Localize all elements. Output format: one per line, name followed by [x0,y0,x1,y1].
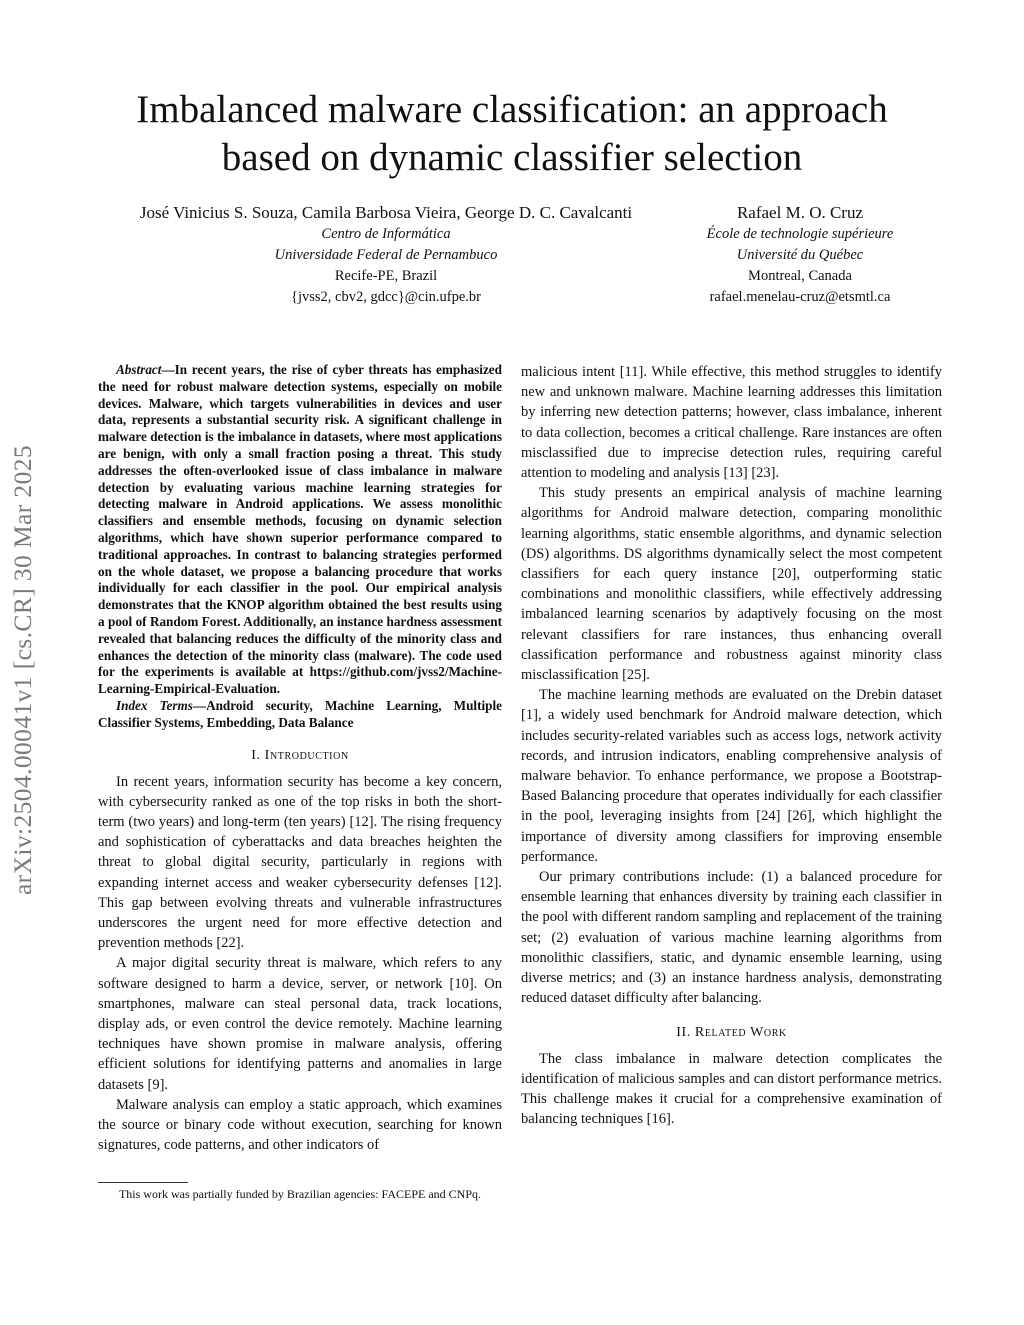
author-block-left [100,202,672,308]
left-column [98,362,502,1155]
arxiv-identifier: arXiv:2504.00041v1 [cs.CR] 30 Mar 2025 [8,444,37,896]
index-terms-text: —Android security, Machine Learning, Multiple Classifier Systems, Embedding, Data Balance [98,697,502,730]
index-terms-lead: Index Terms [116,697,193,713]
paragraph: The machine learning methods are evaluated on the Drebin dataset [1], a widely used benchmark for Android malware detection, which includes security-related variables such as access logs, network activity records, and intrusion indicators, enabling comprehensive analysis of malware behavior. To enhance performance, we propose a Bootstrap-Based Balancing procedure that operates individually for each classifier in the pool, leveraging insights from [24] [26], which highlight the importance of diversity among classifiers for improving ensemble performance. [521,687,942,865]
paper-title [80,86,944,182]
paragraph: Malware analysis can employ a static approach, which examines the source or binary code without execution, searching for known signatures, code patterns, and other indicators of [98,1096,502,1154]
footnote: This work was partially funded by Brazilian agencies: FACEPE and CNPq. [118,1187,482,1201]
paragraph: In recent years, information security has become a key concern, with cybersecurity ranked as one of the top risks in both the short-term (two years) and long-term (ten years) [12]. The rising frequency and sophistication of cyberattacks and data breaches heighten the threat to global digital security, particularly in regions with expanding internet access and weaker cybersecurity defenses [12]. This gap between evolving threats and vulnerable infrastructures underscores the urgent need for more effective detection and prevention methods [22]. [98,773,502,952]
right-column [521,362,942,1129]
author-university: Universidade Federal de Pernambuco [274,247,498,263]
section-heading-related-work: II. Related Work [676,1024,787,1040]
author-department: Centro de Informática [321,226,451,242]
paragraph: Our primary contributions include: (1) a balanced procedure for ensemble learning that enhances diversity by training each classifier in the pool with different random sampling and replacement of the training set; (2) evaluation of various machine learning algorithms from monolithic classifiers, static, and dynamic ensemble learning, using diverse metrics; and (3) an instance hardness analysis, demonstrating reduced dataset difficulty after balancing. [521,869,942,1007]
author-block-right [682,202,918,308]
author-university: Université du Québec [736,247,864,263]
abstract-lead: Abstract [116,362,162,377]
author-city: Recife-PE, Brazil [334,268,438,284]
section-heading-introduction: I. Introduction [251,747,349,763]
author-email: {jvss2, cbv2, gdcc}@cin.ufpe.br [291,289,481,305]
index-terms [98,698,502,732]
author-city: Montreal, Canada [748,268,852,284]
paragraph: malicious intent [11]. While effective, this method struggles to identify new and unknown malware. Machine learning addresses this limitation by inferring new detection patterns; however, class imbalance, inherent to data collection, becomes a critical challenge. Rare instances are often misclassified due to imprecise detection rules, requiring careful attention to modeling and analysis [13] [23]. [521,364,942,482]
author-names: Rafael M. O. Cruz [736,203,864,222]
title-line-1: Imbalanced malware classification: an approach [136,88,888,131]
paragraph: This study presents an empirical analysis of machine learning algorithms for Android malware detection, comparing monolithic learning algorithms, static ensemble algorithms, and dynamic selection (DS) algorithms. DS algorithms dynamically select the most competent classifiers for each query instance [20], outperforming static combinations and monolithic classifiers, while effectively addressing imbalanced learning scenarios by adaptively focusing on the most relevant classifiers for rare instances, thus enhancing overall classification performance and robustness against minority class misclassification [25]. [521,485,942,684]
author-names: José Vinicius S. Souza, Camila Barbosa Vieira, George D. C. Cavalcanti [139,203,633,222]
author-email: rafael.menelau-cruz@etsmtl.ca [709,289,891,305]
paragraph: A major digital security threat is malware, which refers to any software designed to harm a device, server, or network [10]. On smartphones, malware can steal personal data, track locations, display ads, or even control the device remotely. Machine learning techniques have shown promise in malware analysis, offering efficient solutions for identifying patterns and anomalies in large datasets [9]. [98,955,502,1093]
footnote-rule [98,1182,188,1183]
abstract [98,362,502,698]
abstract-text: —In recent years, the rise of cyber threats has emphasized the need for robust malware detection systems, especially on mobile devices. Malware, which targets vulnerabilities in devices and user data, represents a substantial security risk. A significant challenge in malware detection is the imbalance in datasets, where most applications are benign, with only a small fraction posing a threat. This study addresses the often-overlooked issue of class imbalance in malware detection by evaluating various machine learning strategies for detecting malware in Android applications. We assess monolithic classifiers and ensemble methods, focusing on dynamic selection algorithms, which have shown superior performance compared to traditional approaches. In contrast to balancing strategies performed on the whole dataset, we propose a balancing procedure that works individually for each classifier in the pool. Our empirical analysis demonstrates that the KNOP algorithm obtained the best results using a pool of Random Forest. Additionally, an instance hardness assessment revealed that balancing reduces the difficulty of the minority class and enhances the detection of the minority class (malware). The code used for the experiments is available at https://github.com/jvss2/Machine-Learning-Empirical-Evaluation. [98,362,502,697]
author-department: École de technologie supérieure [706,226,894,242]
paragraph: The class imbalance in malware detection complicates the identification of malicious samples and can distort performance metrics. This challenge makes it crucial for a comprehensive examination of balancing techniques [16]. [521,1050,942,1128]
title-line-2: based on dynamic classifier selection [221,136,803,179]
